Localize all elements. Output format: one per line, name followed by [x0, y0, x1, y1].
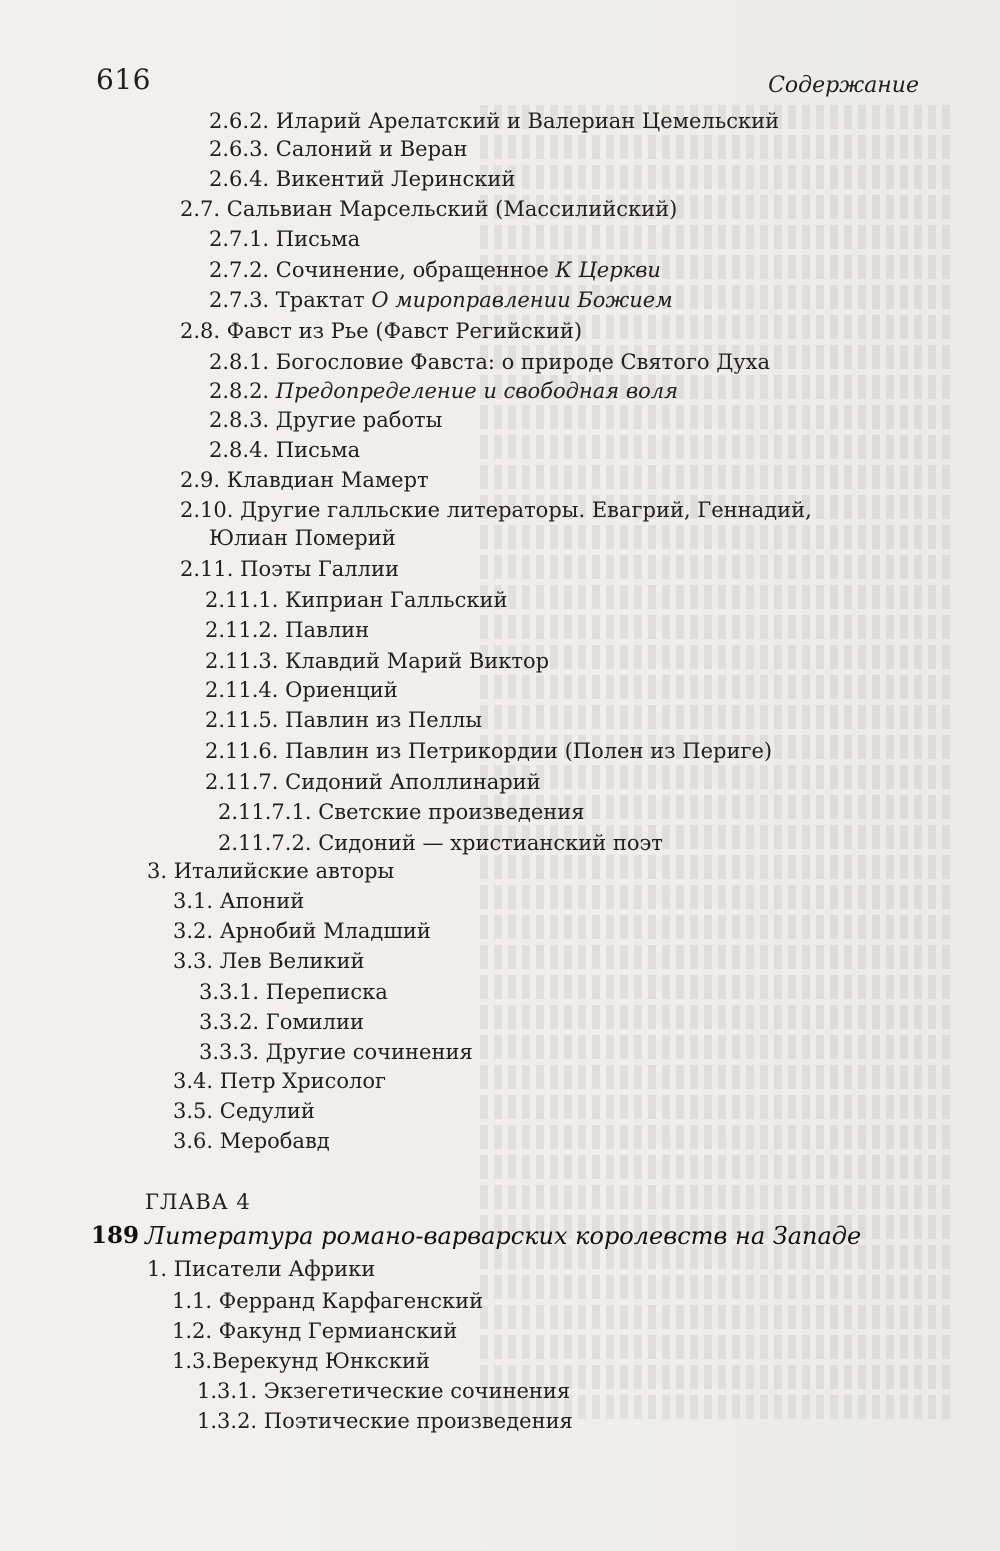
toc-entry: 2.11.4. Ориенций	[205, 678, 398, 702]
page-number: 616	[96, 63, 151, 96]
toc-entry: 2.11.7.2. Сидоний — христианский поэт	[218, 831, 663, 855]
toc-entry: 1.1. Ферранд Карфагенский	[172, 1289, 484, 1313]
toc-entry: 2.11.1. Киприан Галльский	[205, 588, 508, 612]
toc-entry: 2.11.7. Сидоний Аполлинарий	[205, 770, 541, 794]
toc-entry: 2.11.5. Павлин из Пеллы	[205, 708, 483, 732]
toc-entry: 3.1. Апоний	[173, 889, 305, 913]
toc-entry: 2.7.3. Трактат О мироправлении Божием	[209, 288, 673, 312]
toc-entry: 1. Писатели Африки	[147, 1257, 376, 1281]
chapter-title: Литература романо-варварских королевств на Западе	[145, 1222, 862, 1250]
chapter-page-number: 189	[91, 1222, 140, 1249]
toc-entry: 2.11.6. Павлин из Петрикордии (Полен из Перигe)	[205, 739, 773, 763]
toc-entry: 3. Италийские авторы	[147, 859, 395, 883]
chapter-label: ГЛАВА 4	[145, 1190, 251, 1214]
toc-entry-continuation: Юлиан Померий	[209, 526, 396, 550]
toc-entry: 2.7. Сальвиан Марсельский (Массилийский)	[180, 197, 678, 221]
toc-entry: 2.11.7.1. Светские произведения	[218, 800, 585, 824]
toc-entry: 2.11.2. Павлин	[205, 618, 370, 642]
toc-entry: 3.3.2. Гомилии	[199, 1010, 365, 1034]
toc-entry: 2.8.4. Письма	[209, 438, 361, 462]
toc-entry: 2.8.2. Предопределение и свободная воля	[209, 379, 678, 403]
running-head: Содержание	[768, 73, 919, 98]
toc-entry: 2.10. Другие галльские литераторы. Евагрий, Геннадий,	[180, 498, 812, 522]
toc-entry: 2.7.2. Сочинение, обращенное К Церкви	[209, 258, 661, 282]
toc-entry: 2.6.3. Салоний и Веран	[209, 137, 468, 161]
toc-entry: 3.5. Седулий	[173, 1099, 315, 1123]
toc-entry: 3.2. Арнобий Младший	[173, 919, 431, 943]
toc-entry: 1.3.2. Поэтические произведения	[197, 1409, 573, 1433]
toc-entry: 1.3.1. Экзегетические сочинения	[197, 1379, 571, 1403]
toc-entry: 2.11. Поэты Галлии	[180, 557, 399, 581]
toc-entry: 2.6.4. Викентий Леринский	[209, 167, 516, 191]
toc-entry: 1.3.Верекунд Юнкский	[172, 1349, 430, 1373]
toc-entry: 3.3. Лев Великий	[173, 949, 365, 973]
toc-entry: 3.6. Меробавд	[173, 1129, 330, 1153]
toc-entry: 2.9. Клавдиан Мамерт	[180, 468, 429, 492]
toc-entry: 3.3.1. Переписка	[199, 980, 388, 1004]
toc-entry: 1.2. Факунд Гермианский	[172, 1319, 458, 1343]
toc-entry: 2.6.2. Иларий Арелатский и Валериан Цемельский	[209, 109, 780, 133]
toc-entry: 2.8. Фавст из Рье (Фавст Регийский)	[180, 319, 583, 343]
toc-entry: 3.3.3. Другие сочинения	[199, 1040, 473, 1064]
toc-entry: 2.7.1. Письма	[209, 227, 361, 251]
toc-entry: 3.4. Петр Хрисолог	[173, 1069, 387, 1093]
toc-entry: 2.8.3. Другие работы	[209, 408, 443, 432]
toc-entry: 2.11.3. Клавдий Марий Виктор	[205, 649, 550, 673]
toc-entry: 2.8.1. Богословие Фавста: о природе Святого Духа	[209, 350, 770, 374]
